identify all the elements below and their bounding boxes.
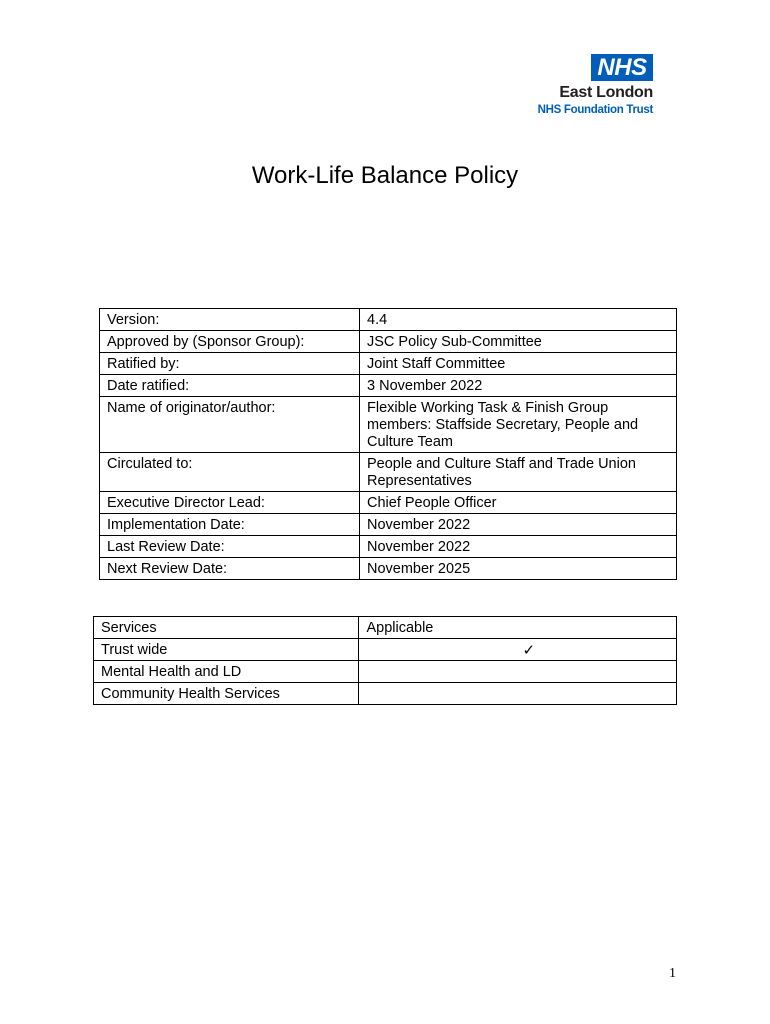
nhs-logo-box: NHS: [591, 54, 653, 81]
table-row: [100, 514, 677, 536]
label-cell: Implementation Date:: [100, 514, 360, 536]
page-title: Work-Life Balance Policy: [251, 162, 519, 189]
label-cell: Circulated to:: [100, 453, 360, 492]
label-cell: Approved by (Sponsor Group):: [100, 331, 360, 353]
org-name: East London: [559, 84, 653, 101]
table-row: [100, 375, 677, 397]
table-row: [94, 683, 677, 705]
table-row: [94, 661, 677, 683]
table-row: [100, 397, 677, 453]
value-cell: People and Culture Staff and Trade Union Representatives: [360, 453, 677, 492]
label-cell: Version:: [100, 309, 360, 331]
value-cell: 3 November 2022: [360, 375, 677, 397]
table-row: [100, 453, 677, 492]
service-cell: Community Health Services: [94, 683, 359, 705]
applicable-cell: [359, 639, 677, 661]
applicable-cell: [359, 683, 677, 705]
label-cell: Last Review Date:: [100, 536, 360, 558]
table-row: [100, 353, 677, 375]
label-cell: Executive Director Lead:: [100, 492, 360, 514]
page-number: 1: [669, 966, 676, 981]
services-table: [93, 616, 677, 705]
label-cell: Date ratified:: [100, 375, 360, 397]
table-row: [100, 558, 677, 580]
nhs-trust-logo: [520, 52, 655, 122]
value-cell: November 2022: [360, 536, 677, 558]
value-cell: Joint Staff Committee: [360, 353, 677, 375]
label-cell: Next Review Date:: [100, 558, 360, 580]
policy-details-table: [99, 308, 677, 580]
applicable-cell: [359, 661, 677, 683]
org-subtitle: NHS Foundation Trust: [537, 104, 653, 116]
table-row: [100, 331, 677, 353]
checkmark-icon: ✓: [522, 642, 536, 659]
services-header: Services: [94, 617, 359, 639]
value-cell: 4.4: [360, 309, 677, 331]
value-cell: November 2022: [360, 514, 677, 536]
table-row: [100, 492, 677, 514]
applicable-header: Applicable: [359, 617, 677, 639]
service-cell: Mental Health and LD: [94, 661, 359, 683]
table-row: [94, 639, 677, 661]
service-cell: Trust wide: [94, 639, 359, 661]
value-cell: JSC Policy Sub-Committee: [360, 331, 677, 353]
label-cell: Name of originator/author:: [100, 397, 360, 453]
value-cell: Flexible Working Task & Finish Group members: Staffside Secretary, People and Culture Team: [360, 397, 677, 453]
value-cell: November 2025: [360, 558, 677, 580]
table-row: [100, 309, 677, 331]
table-row: [100, 536, 677, 558]
label-cell: Ratified by:: [100, 353, 360, 375]
table-header-row: [94, 617, 677, 639]
value-cell: Chief People Officer: [360, 492, 677, 514]
